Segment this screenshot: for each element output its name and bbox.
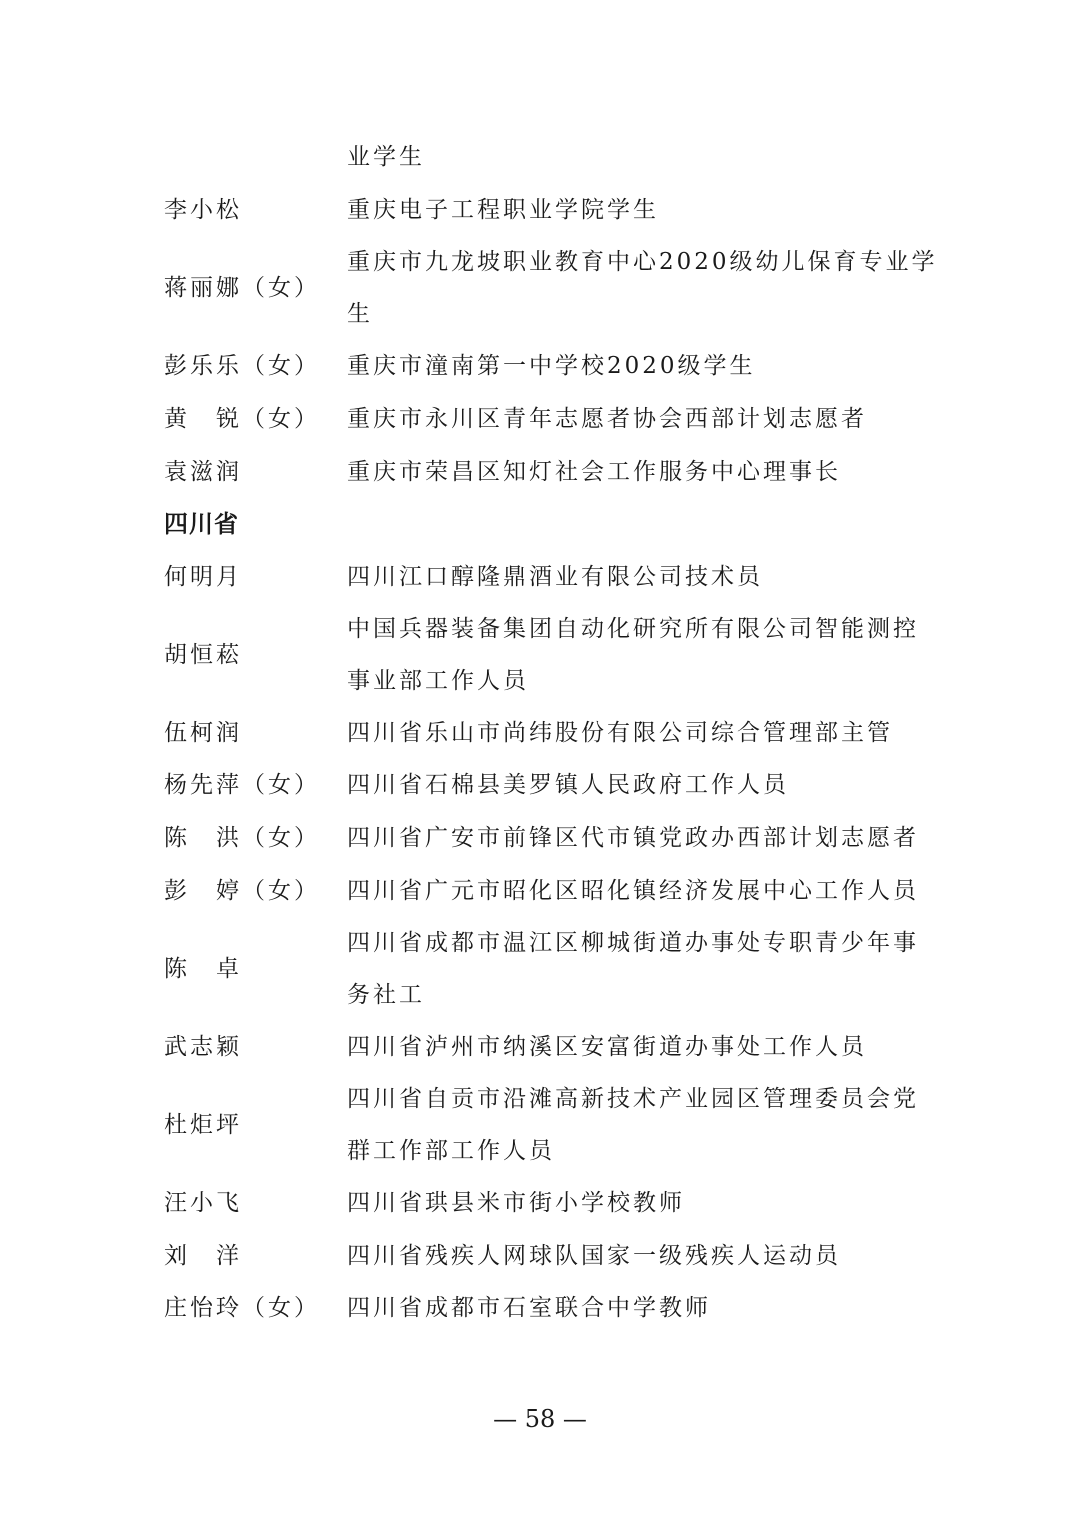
person-name: 胡恒菘 <box>164 642 242 668</box>
person-name: 杨先萍（女） <box>164 772 320 798</box>
person-name: 李小松 <box>164 197 242 223</box>
person-description: 四川省珙县米市街小学校教师 <box>347 1190 685 1216</box>
person-description: 四川省成都市石室联合中学教师 <box>347 1295 711 1321</box>
person-description: 四川省残疾人网球队国家一级残疾人运动员 <box>347 1243 841 1269</box>
person-description: 四川省乐山市尚纬股份有限公司综合管理部主管 <box>347 720 893 746</box>
person-name: 蒋丽娜（女） <box>164 275 320 301</box>
person-description: 四川省广安市前锋区代市镇党政办西部计划志愿者 <box>347 825 919 851</box>
person-name: 何明月 <box>164 564 242 590</box>
person-description: 四川江口醇隆鼎酒业有限公司技术员 <box>347 564 763 590</box>
person-description: 重庆市九龙坡职业教育中心2020级幼儿保育专业学 <box>347 249 938 275</box>
person-name: 彭 婷（女） <box>164 878 320 904</box>
person-name: 袁滋润 <box>164 459 242 485</box>
person-name: 彭乐乐（女） <box>164 353 320 379</box>
person-description: 重庆市永川区青年志愿者协会西部计划志愿者 <box>347 406 867 432</box>
person-description: 四川省自贡市沿滩高新技术产业园区管理委员会党 <box>347 1086 919 1112</box>
person-description: 重庆电子工程职业学院学生 <box>347 197 659 223</box>
continuation-text: 业学生 <box>347 144 425 170</box>
person-description: 重庆市荣昌区知灯社会工作服务中心理事长 <box>347 459 841 485</box>
person-name: 汪小飞 <box>164 1190 242 1216</box>
person-name: 武志颖 <box>164 1034 242 1060</box>
person-name: 杜炬坪 <box>164 1112 242 1138</box>
person-description-continued: 事业部工作人员 <box>347 668 529 694</box>
person-name: 刘 洋 <box>164 1243 242 1269</box>
person-description: 重庆市潼南第一中学校2020级学生 <box>347 353 756 379</box>
person-name: 庄怡玲（女） <box>164 1295 320 1321</box>
person-name: 黄 锐（女） <box>164 406 320 432</box>
person-description: 四川省广元市昭化区昭化镇经济发展中心工作人员 <box>347 878 919 904</box>
person-description: 中国兵器装备集团自动化研究所有限公司智能测控 <box>347 616 919 642</box>
person-description-continued: 务社工 <box>347 982 425 1008</box>
person-name: 伍柯润 <box>164 720 242 746</box>
person-name: 陈 洪（女） <box>164 825 320 851</box>
person-description: 四川省石棉县美罗镇人民政府工作人员 <box>347 772 789 798</box>
person-description-continued: 生 <box>347 301 373 327</box>
section-heading: 四川省 <box>164 510 239 538</box>
person-description-continued: 群工作部工作人员 <box>347 1138 555 1164</box>
page-number: — 58 — <box>493 1405 587 1433</box>
person-description: 四川省成都市温江区柳城街道办事处专职青少年事 <box>347 930 919 956</box>
person-description: 四川省泸州市纳溪区安富街道办事处工作人员 <box>347 1034 867 1060</box>
person-name: 陈 卓 <box>164 956 242 982</box>
